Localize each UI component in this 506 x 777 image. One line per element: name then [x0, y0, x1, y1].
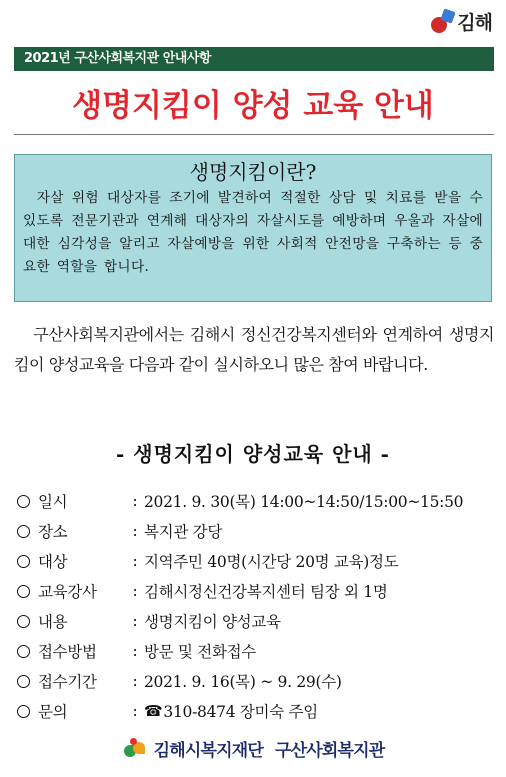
info-label: 내용 [38, 613, 68, 631]
info-colon: : [132, 612, 138, 630]
telephone-icon: ☎ [144, 702, 163, 720]
info-label: 일시 [38, 493, 68, 511]
info-value: 2021. 9. 16(목) ~ 9. 29(수) [144, 673, 342, 691]
intro-paragraph: 구산사회복지관에서는 김해시 정신건강복지센터와 연계하여 생명지킴이 양성교육을 다음과 같이 실시하오니 많은 참여 바랍니다. [14, 325, 494, 374]
bullet-circle-icon [17, 615, 30, 628]
footer-foundation-name: 김해시복지재단 [153, 741, 263, 761]
info-item-registration-method [14, 636, 500, 666]
footer-org [0, 736, 506, 761]
bullet-circle-icon [17, 525, 30, 538]
bullet-circle-icon [17, 555, 30, 568]
info-colon: : [132, 642, 138, 660]
info-colon: : [132, 552, 138, 570]
info-value: 2021. 9. 30(목) 14:00~14:50/15:00~15:50 [144, 493, 464, 511]
definition-heading: 생명지킴이란? [189, 160, 317, 184]
info-label: 교육강사 [38, 583, 97, 601]
info-value: 방문 및 전화접수 [144, 643, 256, 661]
info-label: 장소 [38, 523, 68, 541]
page-title: 생명지킴이 양성 교육 안내 [72, 88, 434, 124]
info-colon: : [132, 672, 138, 690]
bullet-circle-icon [17, 585, 30, 598]
info-list [14, 486, 500, 726]
bullet-circle-icon [17, 645, 30, 658]
foundation-logo-icon [122, 738, 148, 760]
info-value: 생명지킴이 양성교육 [144, 613, 281, 631]
notice-bar: 2021년 구산사회복지관 안내사항 [14, 47, 494, 71]
info-item-datetime [14, 486, 500, 516]
bullet-circle-icon [17, 675, 30, 688]
info-value: 지역주민 40명(시간당 20명 교육)정도 [144, 553, 399, 571]
info-colon: : [132, 702, 138, 720]
info-item-registration-period [14, 666, 500, 696]
definition-box [14, 154, 492, 302]
info-label: 접수기간 [38, 673, 97, 691]
info-label: 대상 [38, 553, 68, 571]
divider [14, 134, 494, 135]
gimhae-logo [429, 8, 492, 35]
footer-center-name: 구산사회복지관 [275, 741, 385, 761]
info-item-content [14, 606, 500, 636]
info-item-place [14, 516, 500, 546]
info-item-inquiry [14, 696, 500, 726]
info-value: 복지관 강당 [144, 523, 222, 541]
info-value: 310-8474 장미숙 주임 [163, 703, 318, 721]
info-colon: : [132, 492, 138, 510]
info-item-target [14, 546, 500, 576]
bullet-circle-icon [17, 705, 30, 718]
definition-body: 자살 위험 대상자를 조기에 발견하여 적절한 상담 및 치료를 받을 수 있도록 전문기관과 연계해 대상자의 자살시도를 예방하며 우울과 자살에 대한 심각성을 알리고 자살예방을 위한 사회적 안전망을 구축하는 등 중요한 역할을 합니다. [23, 190, 483, 275]
gimhae-emblem-icon [429, 9, 455, 35]
gimhae-logo-text: 김해 [457, 12, 492, 34]
section-title: - 생명지킴이 양성교육 안내 - [116, 442, 390, 466]
info-value: 김해시정신건강복지센터 팀장 외 1명 [144, 583, 388, 601]
bullet-circle-icon [17, 495, 30, 508]
info-label: 접수방법 [38, 643, 97, 661]
info-item-instructor [14, 576, 500, 606]
info-colon: : [132, 582, 138, 600]
info-colon: : [132, 522, 138, 540]
info-label: 문의 [38, 703, 68, 721]
